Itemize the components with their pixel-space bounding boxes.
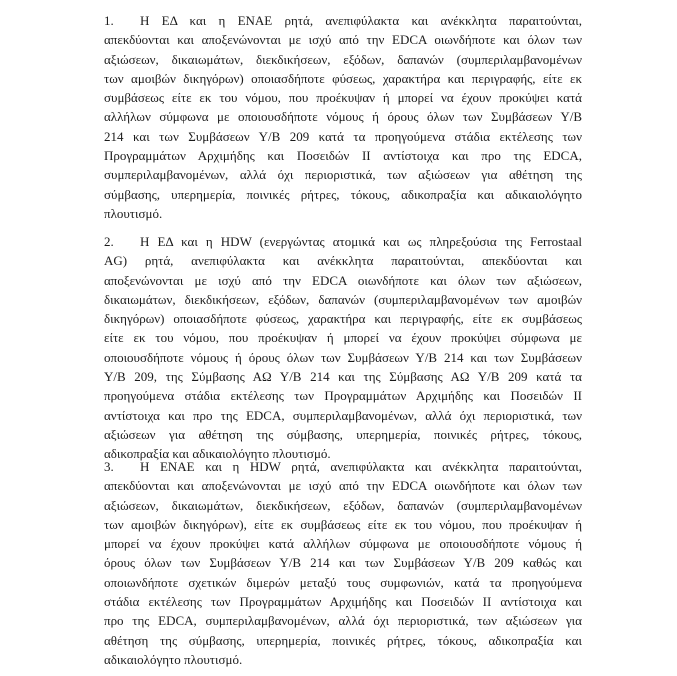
paragraph-line: αξιώσεων για αθέτηση της σύμβασης, υπερημερία, ποινικές ρήτρες, τόκους,: [104, 426, 582, 442]
paragraph-3: [104, 457, 582, 669]
paragraph-2: [104, 232, 582, 464]
paragraph-line: των αμοιβών δικηγόρων) οποιασδήποτε φύσεως, χαρακτήρα και περιγραφής, είτε εκ: [104, 70, 582, 86]
paragraph-line: όρους όλων των Συμβάσεων Υ/Β 214 και των Συμβάσεων Υ/Β 209 καθώς και: [104, 555, 582, 571]
paragraph-line: σύμβασης, υπερημερία, ποινικές ρήτρες, τόκους, αδικοπραξία και αδικαιολόγητο: [104, 186, 582, 202]
paragraph-line: αξιώσεων, δικαιωμάτων, διεκδικήσεων, εξόδων, δαπανών (συμπεριλαμβανομένων: [104, 51, 582, 67]
paragraph-line: στάδια εκτέλεσης των Προγραμμάτων Αρχιμήδης και Ποσειδών ΙΙ αντίστοιχα και: [104, 594, 582, 610]
paragraph-number: 2.: [104, 234, 114, 249]
paragraph-line: πλουτισμό.: [104, 205, 163, 221]
paragraph-line: των αμοιβών δικηγόρων), είτε εκ συμβάσεως είτε εκ του νόμου, που προέκυψαν ή: [104, 516, 582, 532]
paragraph-line: [104, 232, 582, 251]
paragraph-text: Η ΕΔ και η ΕΝΑΕ ρητά, ανεπιφύλακτα και ανέκκλητα παραιτούνται,: [140, 13, 582, 28]
paragraph-line: οποιωνδήποτε σχετικών διμερών μεταξύ τους συμφωνιών, κατά τα προηγούμενα: [104, 574, 582, 590]
paragraph-text: Η ΕΝΑΕ και η HDW ρητά, ανεπιφύλακτα και ανέκκλητα παραιτούνται,: [140, 459, 582, 474]
paragraph-line: αλλήλων σύμφωνα με οποιουσδήποτε νόμους ή όρους όλων των Συμβάσεων Υ/Β: [104, 109, 582, 125]
paragraph-line: συμπεριλαμβανομένων, αλλά όχι περιοριστικά, των αξιώσεων για αθέτηση της: [104, 167, 582, 183]
paragraph-line: δικηγόρων) οποιασδήποτε φύσεως, χαρακτήρα και περιγραφής, είτε εκ συμβάσεως: [104, 311, 582, 327]
paragraph-line: αθέτηση της σύμβασης, υπερημερία, ποινικές ρήτρες, τόκους, αδικοπραξία και: [104, 632, 582, 648]
paragraph-line: αδικοπραξία και αδικαιολόγητο πλουτισμό.: [104, 446, 331, 462]
paragraph-line: αξιώσεων, δικαιωμάτων, διεκδικήσεων, εξόδων, δαπανών (συμπεριλαμβανομένων: [104, 497, 582, 513]
paragraph-line: [104, 457, 582, 476]
paragraph-line: μπορεί να έχουν προκύψει κατά αλλήλων σύμφωνα με οποιουσδήποτε νόμους ή: [104, 536, 582, 552]
paragraph-text: Η ΕΔ και η HDW (ενεργώντας ατομικά και ως πληρεξούσια της Ferrostaal: [140, 234, 582, 249]
paragraph-line: αδικαιολόγητο πλουτισμό.: [104, 651, 243, 667]
paragraph-1: [104, 11, 582, 223]
paragraph-number: 3.: [104, 459, 114, 474]
paragraph-line: αποξενώνονται με ισχύ από την EDCA οιωνδήποτε και όλων των αξιώσεων,: [104, 272, 582, 288]
paragraph-line: 214 και των Συμβάσεων Υ/Β 209 κατά τα προηγούμενα στάδια εκτέλεσης των: [104, 128, 582, 144]
paragraph-line: συμβάσεως είτε εκ του νόμου, που προέκυψαν ή μπορεί να έχουν προκύψει κατά: [104, 90, 582, 106]
paragraph-line: απεκδύονται και αποξενώνονται με ισχύ από την EDCA οιωνδήποτε και όλων των: [104, 32, 582, 48]
paragraph-line: απεκδύονται και αποξενώνονται με ισχύ από την EDCA οιωνδήποτε και όλων των: [104, 478, 582, 494]
paragraph-line: αντίστοιχα και προ της EDCA, συμπεριλαμβανομένων, αλλά όχι περιοριστικά, των: [104, 407, 582, 423]
paragraph-line: Υ/Β 209, της Σύμβασης ΑΩ Υ/Β 214 και της Σύμβασης ΑΩ Υ/Β 209 κατά τα: [104, 369, 582, 385]
paragraph-line: δικαιωμάτων, διεκδικήσεων, εξόδων, δαπανών (συμπεριλαμβανομένων των αμοιβών: [104, 291, 582, 307]
paragraph-line: Προγραμμάτων Αρχιμήδης και Ποσειδών ΙΙ αντίστοιχα και προ της EDCA,: [104, 148, 582, 164]
paragraph-line: είτε εκ του νόμου, που προέκυψαν ή μπορεί να έχουν προκύψει σύμφωνα με: [104, 330, 582, 346]
paragraph-line: AG) ρητά, ανεπιφύλακτα και ανέκκλητα παραιτούνται, απεκδύονται και: [104, 253, 582, 269]
paragraph-line: προ της EDCA, συμπεριλαμβανομένων, αλλά όχι περιοριστικά, των αξιώσεων για: [104, 613, 582, 629]
paragraph-number: 1.: [104, 13, 114, 28]
paragraph-line: [104, 11, 582, 30]
paragraph-line: οποιουσδήποτε νόμους ή όρους όλων των Συμβάσεων Υ/Β 214 και των Συμβάσεων: [104, 349, 582, 365]
paragraph-line: προηγούμενα στάδια εκτέλεσης των Προγραμμάτων Αρχιμήδης και Ποσειδών ΙΙ: [104, 388, 582, 404]
